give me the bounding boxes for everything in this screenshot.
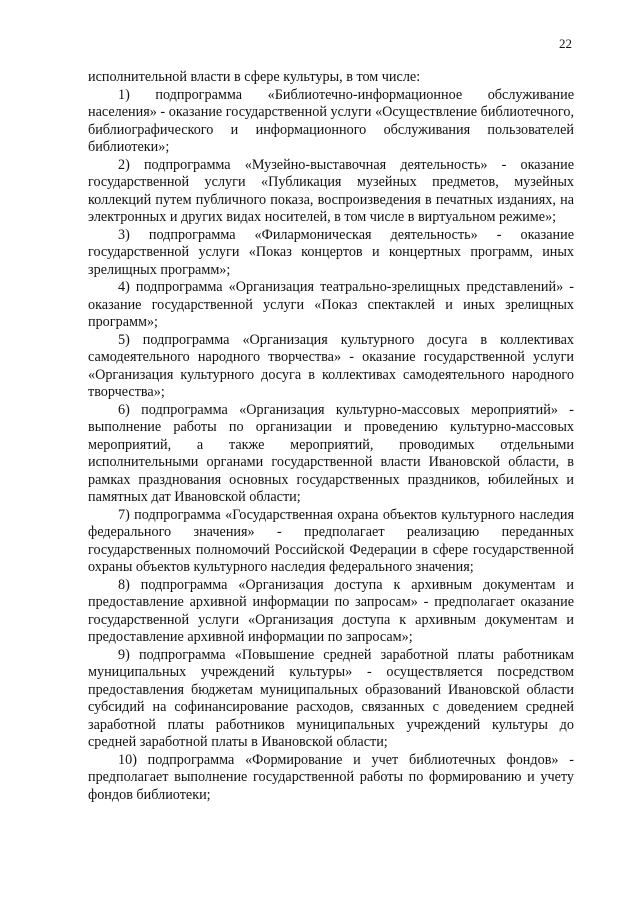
paragraph-intro: исполнительной власти в сфере культуры, в том числе:	[88, 69, 421, 85]
paragraph-subprogram-4: 4) подпрограмма «Организация театрально-зрелищных представлений» - оказание государственной услуги «Показ спектаклей и иных зрелищных программ»;	[88, 279, 574, 330]
paragraph-subprogram-9: 9) подпрограмма «Повышение средней заработной платы работникам муниципальных учреждений культуры» - осуществляется посредством предоставления бюджетам муниципальных образований Ивановской области субсидий на софинансирование расходов, связанных с доведением средней заработной платы работников муниципальных учреждений культуры до средней заработной платы в Ивановской области;	[88, 646, 574, 750]
paragraph-subprogram-1: 1) подпрограмма «Библиотечно-информационное обслуживание населения» - оказание государственной услуги «Осуществление библиотечного, библиографического и информационного обслуживания пользователей библиотеки»;	[88, 86, 574, 155]
paragraph-subprogram-6: 6) подпрограмма «Организация культурно-массовых мероприятий» - выполнение работы по организации и проведению культурно-массовых мероприятий, а также мероприятий, проводимых отдельными исполнительными органами государственной власти Ивановской области, в рамках празднования основных государственных праздников, юбилейных и памятных дат Ивановской области;	[88, 401, 574, 505]
paragraph-subprogram-7: 7) подпрограмма «Государственная охрана объектов культурного наследия федерального значения» - предполагает реализацию переданных государственных полномочий Российской Федерации в сфере государственной охраны объектов культурного наследия федерального значения;	[88, 506, 574, 575]
paragraph-subprogram-5: 5) подпрограмма «Организация культурного досуга в коллективах самодеятельного народного творчества» - оказание государственной услуги «Организация культурного досуга в коллективах самодеятельного народного творчества»;	[88, 331, 574, 400]
paragraph-subprogram-10: 10) подпрограмма «Формирование и учет библиотечных фондов» - предполагает выполнение государственной работы по формированию и учету фондов библиотеки;	[88, 751, 574, 803]
document-body	[88, 69, 574, 804]
paragraph-subprogram-3: 3) подпрограмма «Филармоническая деятельность» - оказание государственной услуги «Показ концертов и концертных программ, иных зрелищных программ»;	[88, 226, 574, 278]
page-number: 22	[559, 36, 572, 51]
paragraph-subprogram-2: 2) подпрограмма «Музейно-выставочная деятельность» - оказание государственной услуги «Публикация музейных предметов, музейных коллекций путем публичного показа, воспроизведения в печатных изданиях, на электронных и других видах носителей, в том числе в виртуальном режиме»;	[88, 156, 574, 225]
paragraph-subprogram-8: 8) подпрограмма «Организация доступа к архивным документам и предоставление архивной информации по запросам» - предполагает оказание государственной услуги «Организация доступа к архивным документам и предоставление архивной информации по запросам»;	[88, 576, 574, 645]
